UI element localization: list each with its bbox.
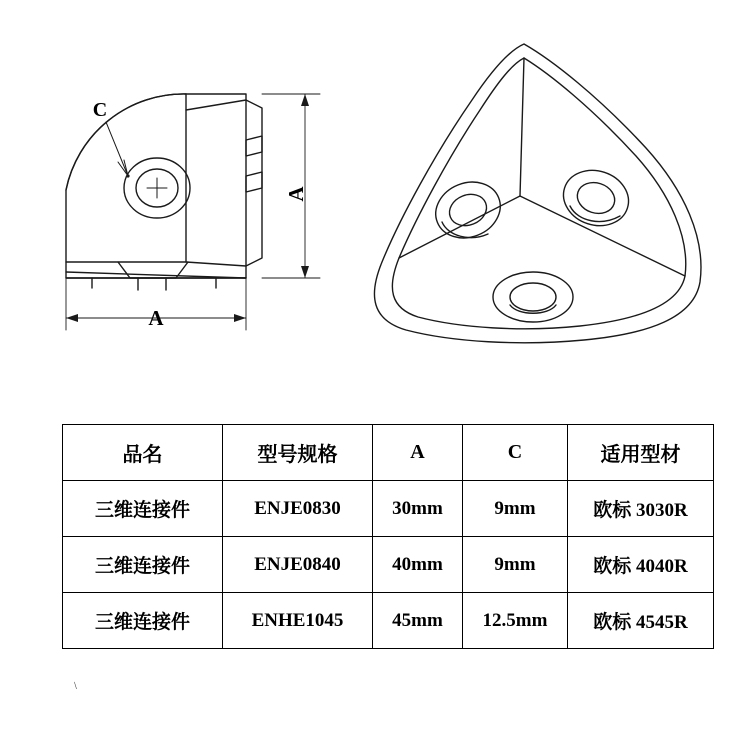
leader-label-c: C (92, 99, 108, 121)
isometric-view (374, 44, 701, 343)
footer-mark: ﹨ (70, 679, 81, 691)
cell-a: 45mm (373, 593, 463, 649)
cell-model: ENJE0830 (223, 481, 373, 537)
specification-table-container (62, 424, 688, 649)
cell-model: ENHE1045 (223, 593, 373, 649)
column-header-profile: 适用型材 (568, 425, 714, 481)
specification-table (62, 424, 714, 649)
cell-a: 30mm (373, 481, 463, 537)
cell-c: 12.5mm (463, 593, 568, 649)
table-header-row (63, 425, 714, 481)
column-header-c: C (463, 425, 568, 481)
cell-a: 40mm (373, 537, 463, 593)
column-header-product-name: 品名 (63, 425, 223, 481)
cell-profile: 欧标 4545R (568, 593, 714, 649)
dimension-label-a-horizontal: A (148, 306, 164, 330)
table-row (63, 593, 714, 649)
cell-product-name: 三维连接件 (63, 537, 223, 593)
cell-profile: 欧标 3030R (568, 481, 714, 537)
column-header-a: A (373, 425, 463, 481)
cell-profile: 欧标 4040R (568, 537, 714, 593)
column-header-model: 型号规格 (223, 425, 373, 481)
cell-model: ENJE0840 (223, 537, 373, 593)
cell-product-name: 三维连接件 (63, 593, 223, 649)
cell-c: 9mm (463, 481, 568, 537)
orthographic-view (66, 94, 320, 330)
cell-c: 9mm (463, 537, 568, 593)
dimension-label-a-vertical: A (284, 186, 308, 202)
table-row (63, 481, 714, 537)
table-row (63, 537, 714, 593)
cell-product-name: 三维连接件 (63, 481, 223, 537)
